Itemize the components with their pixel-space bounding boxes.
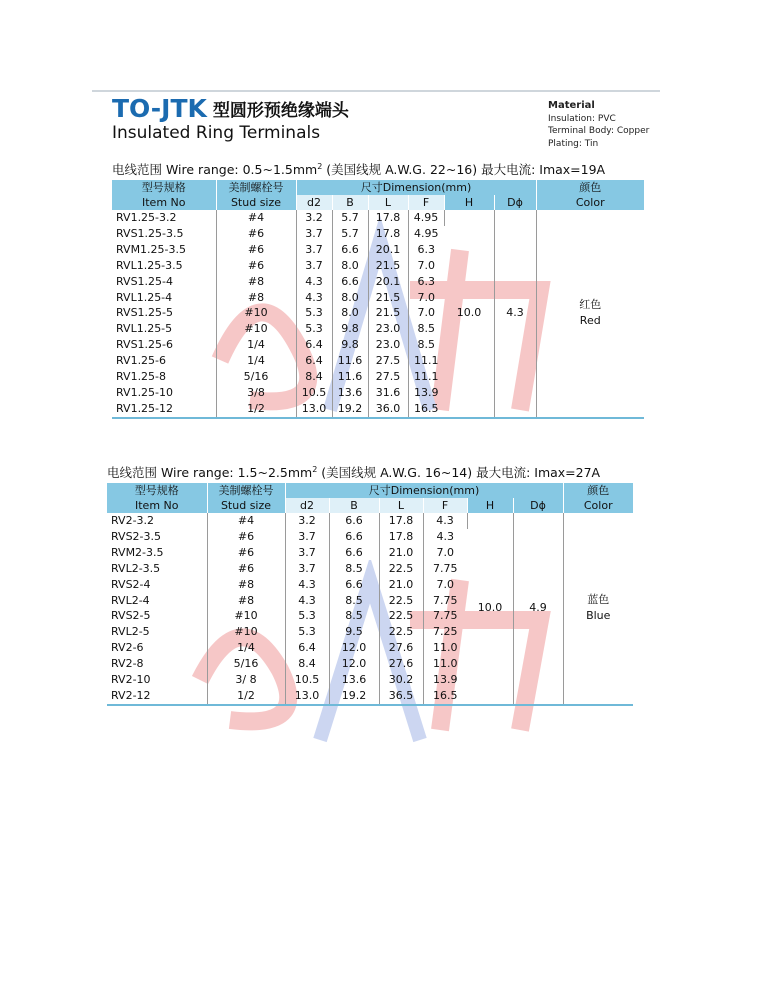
- l-cell: 27.5: [368, 353, 408, 369]
- item-no-cell: RVS1.25-5: [112, 305, 216, 321]
- d2-cell: 4.3: [296, 290, 332, 306]
- l-cell: 22.5: [379, 561, 423, 577]
- f-cell: 7.75: [433, 609, 458, 623]
- stud-size-cell: 1/2: [216, 401, 296, 418]
- b-cell: 6.6: [329, 513, 379, 529]
- l-cell: 36.0: [368, 401, 408, 418]
- table-1-body: [112, 210, 644, 418]
- stud-size-cell: #6: [207, 561, 285, 577]
- f-cell: 4.95: [414, 226, 439, 240]
- stud-size-cell: #8: [207, 593, 285, 609]
- dimension-header: 尺寸Dimension(mm): [296, 180, 536, 195]
- f-cell: 11.0: [433, 657, 458, 671]
- b-cell: 8.5: [329, 593, 379, 609]
- top-divider: [92, 90, 660, 92]
- spec-table-2: [107, 483, 633, 706]
- f-cell: 7.0: [417, 306, 435, 320]
- stud-size-cell: #10: [216, 305, 296, 321]
- d2-cell: 8.4: [296, 369, 332, 385]
- l-cell: 22.5: [379, 593, 423, 609]
- f-cell: 7.0: [436, 577, 454, 591]
- stud-size-cell: 3/ 8: [207, 672, 285, 688]
- f-cell: 7.75: [433, 561, 458, 575]
- h-value-cell: 10.0: [467, 513, 513, 705]
- f-cell: 7.75: [433, 593, 458, 607]
- title-block: [112, 94, 349, 143]
- color-name-en: Red: [579, 314, 601, 328]
- item-no-cell: RVM2-3.5: [107, 545, 207, 561]
- item-no-cell: RVS2-5: [107, 608, 207, 624]
- l-cell: 21.0: [379, 577, 423, 593]
- l-cell: 23.0: [368, 337, 408, 353]
- l-cell: 22.5: [379, 608, 423, 624]
- english-title: Insulated Ring Terminals: [112, 123, 321, 143]
- table-1-header-row-1: [112, 180, 644, 195]
- l-cell: 21.5: [368, 305, 408, 321]
- b-cell: 12.0: [329, 656, 379, 672]
- f-cell: 11.1: [414, 370, 439, 384]
- color-name-cn: 蓝色: [587, 593, 610, 607]
- stud-size-cell: #10: [207, 624, 285, 640]
- f-cell: 16.5: [423, 688, 467, 705]
- stud-size-cell: 5/16: [216, 369, 296, 385]
- d2-cell: 5.3: [296, 321, 332, 337]
- color-name-en: Blue: [586, 609, 611, 623]
- stud-size-cell: #8: [216, 290, 296, 306]
- b-cell: 8.0: [332, 290, 368, 306]
- h-value-cell: 10.0: [444, 210, 494, 418]
- material-spec: [548, 100, 649, 150]
- stud-size-cell: #8: [216, 274, 296, 290]
- item-no-cell: RVL1.25-5: [112, 321, 216, 337]
- stud-size-cell: #10: [216, 321, 296, 337]
- material-plating: Plating: Tin: [548, 138, 599, 149]
- l-cell: 20.1: [368, 242, 408, 258]
- material-heading: Material: [548, 100, 595, 111]
- f-cell: 8.5: [417, 322, 435, 336]
- item-no-cell: RVS1.25-6: [112, 337, 216, 353]
- stud-header-en: Stud size: [207, 498, 285, 513]
- f-cell: 7.0: [417, 290, 435, 304]
- f-cell: 11.1: [414, 354, 439, 368]
- col-d2: d2: [296, 195, 332, 210]
- b-cell: 9.8: [332, 337, 368, 353]
- b-cell: 9.8: [332, 321, 368, 337]
- wire-range-1-suffix: (美国线规 A.W.G. 22~16) 最大电流: Imax=19A: [322, 162, 606, 177]
- stud-size-cell: #6: [207, 529, 285, 545]
- stud-size-cell: #6: [207, 545, 285, 561]
- b-cell: 6.6: [329, 545, 379, 561]
- brand-title: TO-JTK: [112, 94, 207, 123]
- color-header-cn: 颜色: [536, 180, 644, 195]
- f-cell: 11.0: [433, 641, 458, 655]
- b-cell: 13.6: [332, 385, 368, 401]
- f-cell: 7.25: [433, 625, 458, 639]
- b-cell: 11.6: [332, 369, 368, 385]
- d2-cell: 10.5: [296, 385, 332, 401]
- d2-cell: 3.7: [296, 258, 332, 274]
- item-no-cell: RVS1.25-3.5: [112, 226, 216, 242]
- item-no-cell: RV2-10: [107, 672, 207, 688]
- item-no-cell: RVM1.25-3.5: [112, 242, 216, 258]
- l-cell: 30.2: [379, 672, 423, 688]
- stud-size-cell: #6: [216, 226, 296, 242]
- item-no-cell: RVL2-4: [107, 593, 207, 609]
- item-no-cell: RVL1.25-4: [112, 290, 216, 306]
- col-f: F: [408, 195, 444, 210]
- item-no-cell: RVS2-4: [107, 577, 207, 593]
- col-d: Dϕ: [513, 498, 563, 513]
- stud-size-cell: #6: [216, 242, 296, 258]
- item-no-cell: RV1.25-10: [112, 385, 216, 401]
- stud-size-cell: 5/16: [207, 656, 285, 672]
- d2-cell: 5.3: [296, 305, 332, 321]
- l-cell: 31.6: [368, 385, 408, 401]
- material-body: Terminal Body: Copper: [548, 126, 650, 136]
- item-no-cell: RVL1.25-3.5: [112, 258, 216, 274]
- l-cell: 17.8: [368, 226, 408, 242]
- item-no-cell: RV2-6: [107, 640, 207, 656]
- col-d: Dϕ: [494, 195, 536, 210]
- b-cell: 6.6: [329, 577, 379, 593]
- item-no-cell: RV1.25-3.2: [112, 210, 216, 226]
- f-cell: 6.3: [417, 274, 435, 288]
- b-cell: 11.6: [332, 353, 368, 369]
- spec-table-1: [112, 180, 644, 419]
- f-cell: 7.0: [417, 258, 435, 272]
- table-row: [107, 513, 633, 529]
- b-cell: 5.7: [332, 226, 368, 242]
- f-cell: 13.9: [433, 673, 458, 687]
- f-cell: 4.3: [423, 513, 467, 529]
- l-cell: 20.1: [368, 274, 408, 290]
- b-cell: 6.6: [332, 274, 368, 290]
- stud-size-cell: #8: [207, 577, 285, 593]
- d2-cell: 3.7: [285, 561, 329, 577]
- col-b: B: [329, 498, 379, 513]
- item-no-cell: RVL2-5: [107, 624, 207, 640]
- stud-size-cell: 1/4: [207, 640, 285, 656]
- item-no-cell: RVS1.25-4: [112, 274, 216, 290]
- color-header-en: Color: [563, 498, 633, 513]
- d2-cell: 3.2: [296, 210, 332, 226]
- table-2-header-row-1: [107, 483, 633, 498]
- d2-cell: 3.2: [285, 513, 329, 529]
- b-cell: 12.0: [329, 640, 379, 656]
- d2-cell: 4.3: [285, 577, 329, 593]
- d-value-cell: 4.9: [513, 513, 563, 705]
- d2-cell: 6.4: [296, 353, 332, 369]
- color-cell: [536, 210, 644, 418]
- b-cell: 8.0: [332, 305, 368, 321]
- item-header-en: Item No: [112, 195, 216, 210]
- f-cell: 4.3: [436, 529, 454, 543]
- b-cell: 5.7: [332, 210, 368, 226]
- f-cell: 6.3: [417, 242, 435, 256]
- stud-size-cell: #4: [216, 210, 296, 226]
- b-cell: 8.5: [329, 561, 379, 577]
- item-no-cell: RV1.25-12: [112, 401, 216, 418]
- stud-size-cell: 1/4: [216, 353, 296, 369]
- stud-size-cell: #10: [207, 608, 285, 624]
- table-2-body: [107, 513, 633, 705]
- b-cell: 19.2: [332, 401, 368, 418]
- wire-range-2: [107, 463, 600, 481]
- b-cell: 8.5: [329, 608, 379, 624]
- chinese-title: 型圆形预绝缘端头: [212, 101, 349, 121]
- col-h: H: [444, 195, 494, 210]
- d2-cell: 3.7: [296, 226, 332, 242]
- b-cell: 9.5: [329, 624, 379, 640]
- f-cell: 4.95: [408, 210, 444, 226]
- b-cell: 8.0: [332, 258, 368, 274]
- item-no-cell: RV2-12: [107, 688, 207, 705]
- l-cell: 21.5: [368, 258, 408, 274]
- f-cell: 16.5: [408, 401, 444, 418]
- wire-range-1: [112, 160, 605, 178]
- wire-range-1-sup: 2: [317, 161, 323, 171]
- color-header-cn: 颜色: [563, 483, 633, 498]
- col-h: H: [467, 498, 513, 513]
- b-cell: 6.6: [329, 529, 379, 545]
- color-cell: [563, 513, 633, 705]
- l-cell: 21.5: [368, 290, 408, 306]
- item-no-cell: RVL2-3.5: [107, 561, 207, 577]
- d2-cell: 3.7: [296, 242, 332, 258]
- item-header-cn: 型号规格: [112, 180, 216, 195]
- b-cell: 6.6: [332, 242, 368, 258]
- title-line: [112, 94, 349, 123]
- color-header-en: Color: [536, 195, 644, 210]
- b-cell: 19.2: [329, 688, 379, 705]
- d2-cell: 13.0: [285, 688, 329, 705]
- l-cell: 22.5: [379, 624, 423, 640]
- wire-range-2-prefix: 电线范围 Wire range: 1.5~2.5mm: [107, 465, 313, 480]
- item-no-cell: RV2-8: [107, 656, 207, 672]
- item-header-cn: 型号规格: [107, 483, 207, 498]
- wire-range-2-sup: 2: [312, 464, 318, 474]
- f-cell: 7.0: [436, 545, 454, 559]
- l-cell: 23.0: [368, 321, 408, 337]
- l-cell: 36.5: [379, 688, 423, 705]
- d2-cell: 3.7: [285, 529, 329, 545]
- d2-cell: 4.3: [296, 274, 332, 290]
- col-l: L: [368, 195, 408, 210]
- item-no-cell: RV1.25-6: [112, 353, 216, 369]
- dimension-header: 尺寸Dimension(mm): [285, 483, 563, 498]
- col-f: F: [423, 498, 467, 513]
- b-cell: 13.6: [329, 672, 379, 688]
- wire-range-2-suffix: (美国线规 A.W.G. 16~14) 最大电流: Imax=27A: [317, 465, 601, 480]
- stud-size-cell: 3/8: [216, 385, 296, 401]
- stud-size-cell: #6: [216, 258, 296, 274]
- d2-cell: 10.5: [285, 672, 329, 688]
- col-b: B: [332, 195, 368, 210]
- col-d2: d2: [285, 498, 329, 513]
- table-2-header-row-2: [107, 498, 633, 513]
- l-cell: 27.5: [368, 369, 408, 385]
- d2-cell: 3.7: [285, 545, 329, 561]
- item-no-cell: RVS2-3.5: [107, 529, 207, 545]
- d2-cell: 13.0: [296, 401, 332, 418]
- stud-size-cell: #4: [207, 513, 285, 529]
- l-cell: 17.8: [379, 513, 423, 529]
- d-value-cell: 4.3: [494, 210, 536, 418]
- table-1-header-row-2: [112, 195, 644, 210]
- f-cell: 8.5: [417, 338, 435, 352]
- stud-header-en: Stud size: [216, 195, 296, 210]
- item-no-cell: RV1.25-8: [112, 369, 216, 385]
- l-cell: 17.8: [379, 529, 423, 545]
- l-cell: 27.6: [379, 656, 423, 672]
- d2-cell: 6.4: [296, 337, 332, 353]
- d2-cell: 4.3: [285, 593, 329, 609]
- d2-cell: 5.3: [285, 624, 329, 640]
- wire-range-1-prefix: 电线范围 Wire range: 0.5~1.5mm: [112, 162, 318, 177]
- color-name-cn: 红色: [579, 298, 602, 312]
- d2-cell: 6.4: [285, 640, 329, 656]
- stud-size-cell: 1/2: [207, 688, 285, 705]
- f-cell: 13.9: [414, 385, 439, 399]
- material-insulation: Insulation: PVC: [548, 113, 616, 124]
- col-l: L: [379, 498, 423, 513]
- l-cell: 21.0: [379, 545, 423, 561]
- l-cell: 17.8: [368, 210, 408, 226]
- item-header-en: Item No: [107, 498, 207, 513]
- table-row: [112, 210, 644, 226]
- l-cell: 27.6: [379, 640, 423, 656]
- stud-header-cn: 美制螺栓号: [216, 180, 296, 195]
- stud-header-cn: 美制螺栓号: [207, 483, 285, 498]
- stud-size-cell: 1/4: [216, 337, 296, 353]
- item-no-cell: RV2-3.2: [107, 513, 207, 529]
- d2-cell: 5.3: [285, 608, 329, 624]
- d2-cell: 8.4: [285, 656, 329, 672]
